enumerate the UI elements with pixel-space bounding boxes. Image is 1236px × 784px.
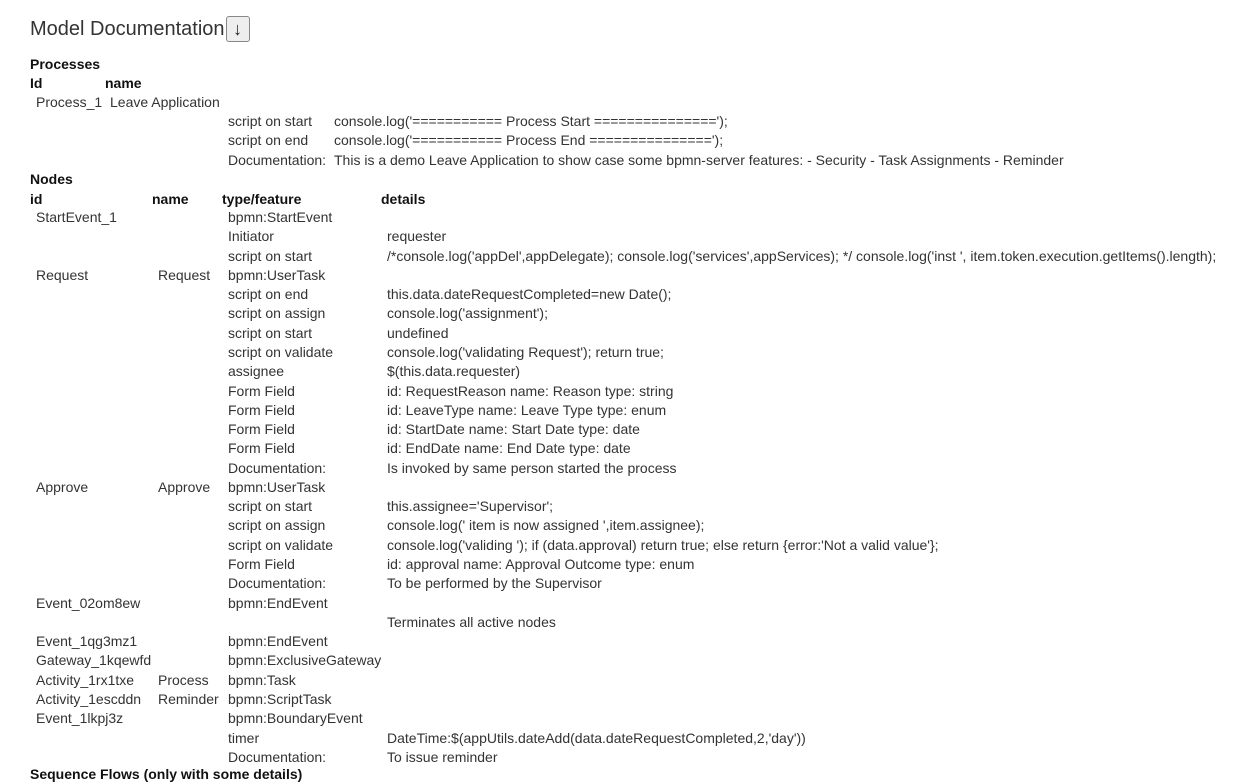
node-details: console.log(' item is now assigned ',item.assignee);: [387, 517, 705, 534]
node-id: Activity_1rx1txe: [36, 671, 135, 688]
node-type-feature: Form Field: [228, 421, 295, 438]
node-id: Activity_1escddn: [36, 691, 142, 707]
node-details: DateTime:$(appUtils.dateAdd(data.dateRequestCompleted,2,'day')): [387, 729, 806, 746]
node-type-feature: bpmn:EndEvent: [228, 633, 328, 650]
process-detail: console.log('=========== Process End ===============');: [334, 132, 724, 149]
node-type-feature: bpmn:EndEvent: [228, 594, 328, 611]
node-details: $(this.data.requester): [387, 363, 521, 380]
node-details: undefined: [387, 324, 449, 341]
node-type-feature: bpmn:BoundaryEvent: [228, 710, 363, 727]
node-type-feature: Initiator: [228, 228, 274, 245]
process-detail: This is a demo Leave Application to show case some bpmn-server features: - Security - Task Assignments - Reminder: [334, 151, 1064, 168]
node-id: Event_02om8ew: [36, 594, 141, 611]
processes-heading: Processes: [30, 56, 101, 72]
nodes-col-id: id: [30, 191, 43, 207]
node-details: console.log('validating Request'); return true;: [387, 343, 664, 360]
node-id: Approve: [36, 478, 89, 495]
node-type-feature: assignee: [228, 363, 285, 380]
node-id: Gateway_1kqewfd: [36, 652, 152, 669]
node-details: id: LeaveType name: Leave Type type: enum: [387, 401, 667, 418]
node-id: Request: [36, 266, 89, 283]
node-id: StartEvent_1: [36, 209, 117, 225]
node-type-feature: bpmn:UserTask: [228, 266, 326, 283]
process-id: Process_1: [36, 94, 103, 110]
arrow-down-icon: ↓: [233, 18, 243, 39]
process-feature: script on end: [228, 132, 309, 149]
node-type-feature: bpmn:UserTask: [228, 478, 326, 495]
processes-col-name: name: [105, 75, 142, 91]
documentation-page: [30, 14, 1236, 44]
node-type-feature: Documentation:: [228, 748, 327, 765]
node-type-feature: Form Field: [228, 440, 295, 457]
node-details: this.assignee='Supervisor';: [387, 498, 554, 515]
node-details: id: EndDate name: End Date type: date: [387, 440, 631, 457]
node-details: /*console.log('appDel',appDelegate); console.log('services',appServices); */ console.log('inst ', item.token.execution.getItems().length);: [387, 247, 1217, 264]
node-id: Event_1qg3mz1: [36, 633, 138, 650]
node-type-feature: script on start: [228, 498, 313, 515]
node-type-feature: Form Field: [228, 401, 295, 418]
node-details: console.log('assignment');: [387, 305, 548, 322]
title-row: [30, 14, 1236, 44]
node-name: Request: [158, 266, 211, 283]
node-id: Event_1lkpj3z: [36, 710, 124, 727]
process-feature: script on start: [228, 113, 313, 129]
nodes-heading: Nodes: [30, 171, 73, 187]
node-type-feature: timer: [228, 729, 260, 746]
node-type-feature: script on validate: [228, 343, 334, 360]
node-details: To be performed by the Supervisor: [387, 575, 602, 592]
process-feature: Documentation:: [228, 151, 327, 168]
sequence-flows-heading: Sequence Flows (only with some details): [30, 766, 303, 782]
processes-col-id: Id: [30, 75, 43, 91]
node-details: Terminates all active nodes: [387, 613, 556, 630]
node-type-feature: bpmn:ScriptTask: [228, 691, 332, 707]
node-details: id: approval name: Approval Outcome type: enum: [387, 556, 695, 573]
node-type-feature: bpmn:StartEvent: [228, 209, 333, 225]
node-details: this.data.dateRequestCompleted=new Date();: [387, 286, 672, 303]
page-title: Model Documentation: [30, 17, 225, 40]
node-type-feature: bpmn:ExclusiveGateway: [228, 652, 382, 669]
node-name: Approve: [158, 478, 211, 495]
node-type-feature: script on assign: [228, 517, 326, 534]
node-type-feature: script on assign: [228, 305, 326, 322]
process-name: Leave Application: [110, 94, 220, 110]
node-name: Reminder: [158, 691, 219, 707]
node-type-feature: Form Field: [228, 556, 295, 573]
node-type-feature: Documentation:: [228, 459, 327, 476]
node-type-feature: script on end: [228, 286, 309, 303]
node-details: id: RequestReason name: Reason type: string: [387, 382, 674, 399]
node-type-feature: Form Field: [228, 382, 295, 399]
node-details: Is invoked by same person started the process: [387, 459, 677, 476]
node-details: id: StartDate name: Start Date type: date: [387, 421, 640, 438]
process-detail: console.log('=========== Process Start ===============');: [334, 113, 728, 129]
download-button[interactable]: [226, 16, 250, 42]
nodes-col-type: type/feature: [222, 191, 302, 207]
nodes-col-details: details: [381, 191, 426, 207]
nodes-col-name: name: [152, 191, 189, 207]
node-details: console.log('validing '); if (data.approval) return true; else return {error:'Not a valid value'};: [387, 536, 939, 553]
node-type-feature: script on start: [228, 247, 313, 264]
node-type-feature: bpmn:Task: [228, 671, 296, 688]
node-type-feature: script on validate: [228, 536, 334, 553]
node-name: Process: [158, 671, 209, 688]
node-details: requester: [387, 228, 447, 245]
node-type-feature: script on start: [228, 324, 313, 341]
node-details: To issue reminder: [387, 748, 498, 765]
node-type-feature: Documentation:: [228, 575, 327, 592]
